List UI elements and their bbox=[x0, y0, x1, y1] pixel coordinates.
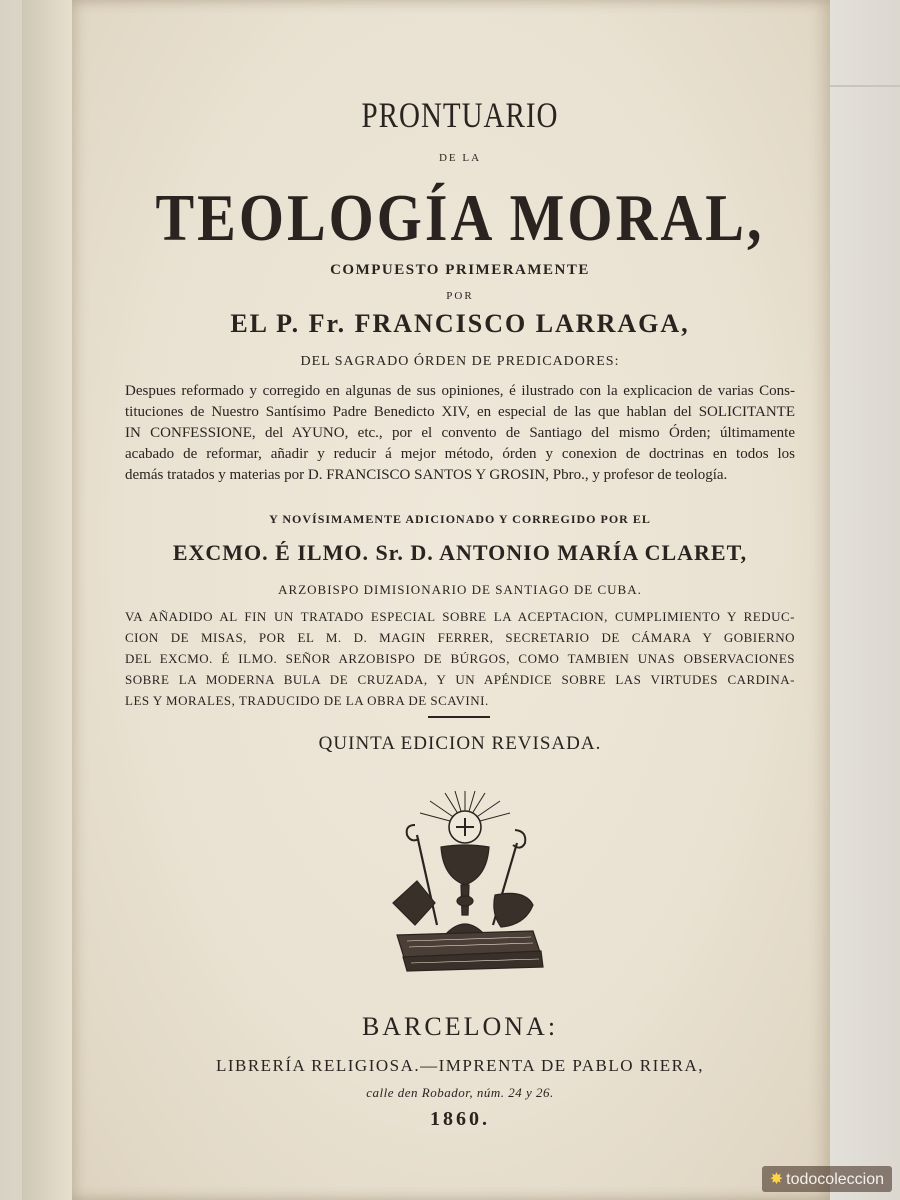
novisimamente-line: Y NOVÍSIMAMENTE ADICIONADO Y CORREGIDO POR EL bbox=[269, 512, 651, 526]
appendix-paragraph bbox=[125, 606, 795, 711]
background-tile bbox=[820, 0, 900, 1200]
street-address: calle den Robador, núm. 24 y 26. bbox=[366, 1085, 554, 1100]
city: BARCELONA: bbox=[361, 1012, 559, 1041]
main-title: TEOLOGÍA MORAL, bbox=[155, 180, 765, 255]
book-page bbox=[70, 0, 830, 1200]
appendix-line: VA AÑADIDO AL FIN UN TRATADO ESPECIAL SOBRE LA ACEPTACION, CUMPLIMIENTO Y REDUC- bbox=[125, 609, 795, 624]
por-line: POR bbox=[446, 290, 474, 302]
archbishop-line: ARZOBISPO DIMISIONARIO DE SANTIAGO DE CUBA. bbox=[278, 582, 642, 597]
description-line: IN CONFESSIONE, del AYUNO, etc., por el convento de Santiago del mismo Órden; últimamente bbox=[125, 425, 795, 441]
appendix-line: SOBRE LA MODERNA BULA DE CRUZADA, Y UN APÉNDICE SOBRE LAS VIRTUDES CARDINA- bbox=[125, 672, 795, 687]
star-icon: ✸ bbox=[769, 1171, 784, 1188]
description-line: Despues reformado y corregido en algunas de sus opiniones, é ilustrado con la explicacion de varias Cons- bbox=[125, 383, 795, 399]
description-line: acabado de reformar, añadir y reducir á mejor método, órden y conexion de doctrinas en todos los bbox=[125, 446, 795, 462]
pre-title: PRONTUARIO bbox=[361, 95, 559, 136]
de-la: DE LA bbox=[438, 152, 482, 164]
publication-year: 1860. bbox=[430, 1108, 490, 1130]
printer: LIBRERÍA RELIGIOSA.—IMPRENTA DE PABLO RIERA, bbox=[215, 1056, 705, 1075]
composed-line: COMPUESTO PRIMERAMENTE bbox=[330, 262, 590, 278]
chalice-emblem-icon bbox=[375, 785, 555, 975]
order-line: DEL SAGRADO ÓRDEN DE PREDICADORES: bbox=[300, 354, 620, 369]
watermark-logo bbox=[762, 1166, 892, 1192]
divider-rule bbox=[428, 716, 490, 718]
appendix-line: CION DE MISAS, POR EL M. D. MAGIN FERRER, SECRETARIO DE CÁMARA Y GOBIERNO bbox=[125, 630, 795, 645]
description-line: demás tratados y materias por D. FRANCISCO SANTOS Y GROSIN, Pbro., y profesor de teología. bbox=[125, 467, 728, 483]
description-paragraph bbox=[125, 381, 795, 486]
watermark-text: todocoleccion bbox=[786, 1171, 884, 1188]
description-line: tituciones de Nuestro Santísimo Padre Benedicto XIV, en especial de las que hablan del SOLICITANTE bbox=[125, 404, 795, 420]
appendix-line: DEL EXCMO. É ILMO. SEÑOR ARZOBISPO DE BÚRGOS, COMO TAMBIEN UNAS OBSERVACIONES bbox=[125, 651, 795, 666]
author-name: EL P. Fr. FRANCISCO LARRAGA, bbox=[230, 309, 690, 338]
edition-line: QUINTA EDICION REVISADA. bbox=[318, 733, 602, 754]
appendix-line: LES Y MORALES, TRADUCIDO DE LA OBRA DE SCAVINI. bbox=[125, 693, 489, 708]
claret-name: EXCMO. É ILMO. Sr. D. ANTONIO MARÍA CLARET, bbox=[172, 540, 748, 565]
